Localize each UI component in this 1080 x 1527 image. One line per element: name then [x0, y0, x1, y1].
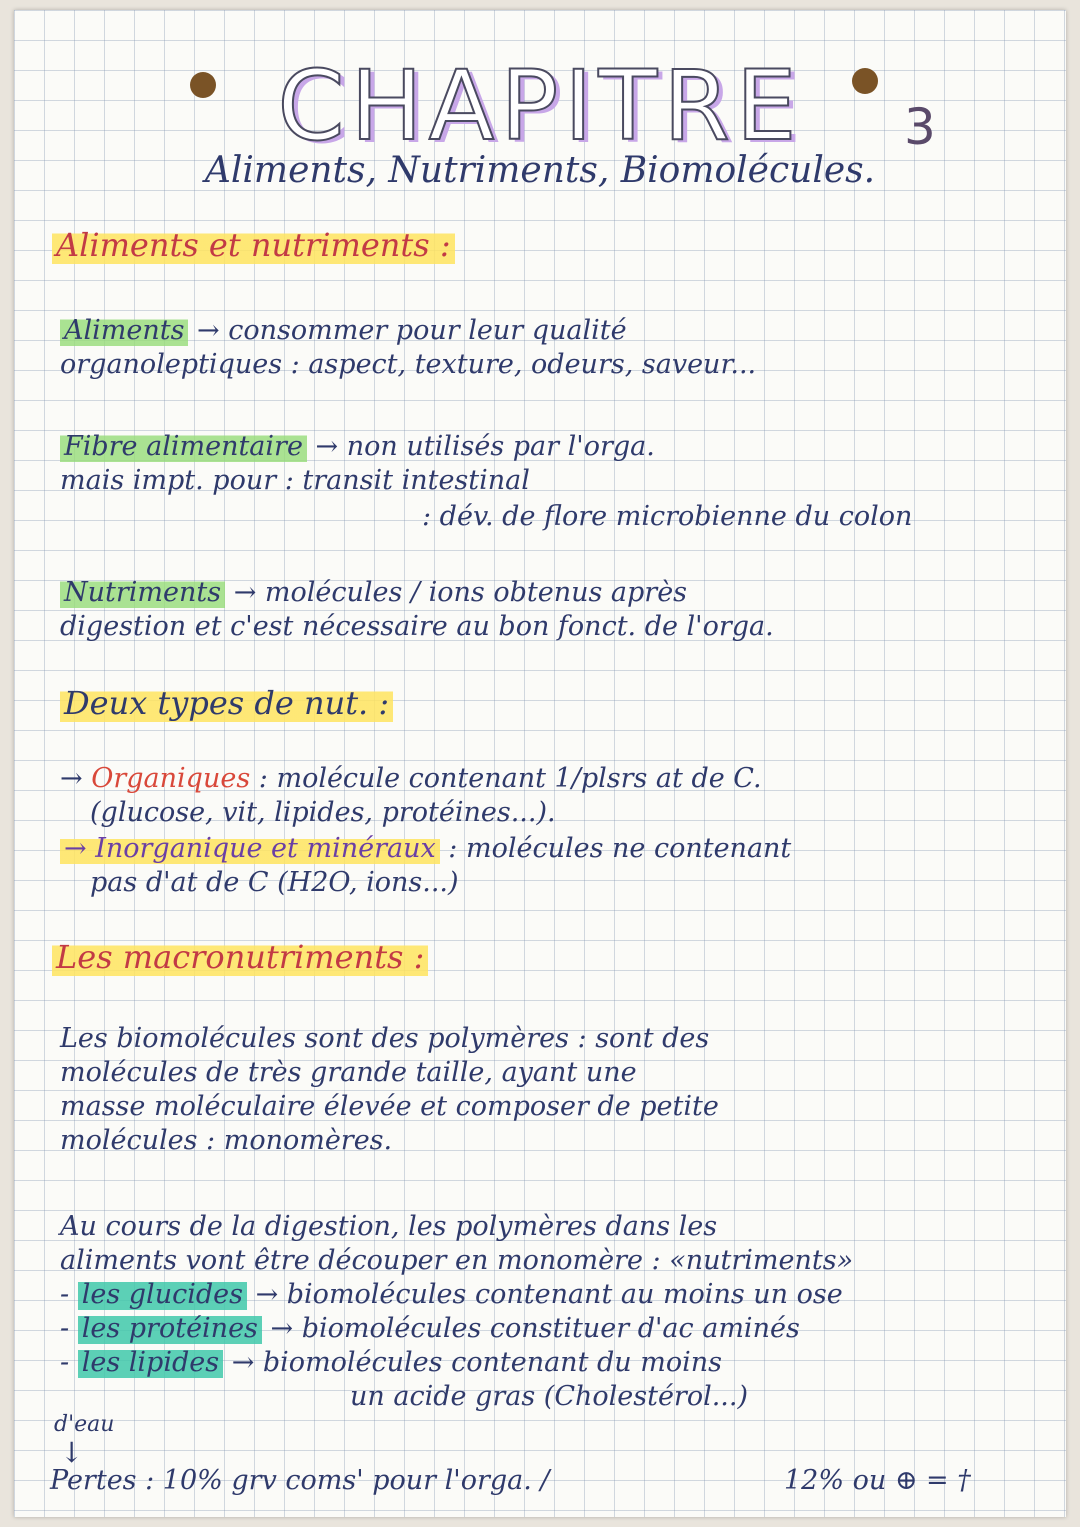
glucides-line	[60, 1278, 843, 1312]
biomol-line-4: molécules : monomères.	[60, 1125, 393, 1156]
nutriments-term: Nutriments	[60, 577, 225, 608]
nutriments-def: → molécules / ions obtenus après	[233, 577, 688, 608]
nutriments-line-2: digestion et c'est nécessaire au bon fonct. de l'orga.	[60, 611, 774, 642]
organiques-arrow: →	[60, 763, 92, 794]
organiques-term: Organiques	[91, 763, 251, 794]
glucides-def: → biomolécules contenant au moins un ose	[255, 1279, 843, 1310]
fibre-line-3: : dév. de flore microbienne du colon	[422, 501, 913, 532]
notebook-page	[14, 10, 1066, 1517]
organiques-def: : molécule contenant 1/plsrs at de C.	[258, 763, 762, 794]
arrow-down-icon: ↓	[60, 1436, 84, 1469]
section-heading-aliments	[52, 228, 455, 262]
lipides-line-2: un acide gras (Cholestérol...)	[350, 1381, 748, 1412]
types-heading	[60, 686, 393, 720]
fibre-def: → non utilisés par l'orga.	[315, 431, 655, 462]
pertes-text: Pertes : 10% grv coms' pour l'orga. /	[50, 1465, 550, 1496]
inorganique-line-1	[60, 832, 791, 866]
lipides-line-1	[60, 1346, 722, 1380]
chapter-subtitle: Aliments, Nutriments, Biomolécules.	[204, 150, 876, 191]
glucides-term: les glucides	[78, 1279, 247, 1310]
nutriments-line-1	[60, 576, 687, 610]
organiques-line-1	[60, 762, 762, 796]
heading-text: Aliments et nutriments :	[52, 226, 455, 264]
chapter-number: 3	[904, 98, 936, 156]
proteines-dash: -	[60, 1313, 78, 1344]
eau-label: d'eau	[54, 1412, 115, 1437]
biomol-line-1: Les biomolécules sont des polymères : sont des	[60, 1023, 710, 1054]
fibre-term: Fibre alimentaire	[60, 431, 307, 462]
pertes-right: 12% ou ⊕ = †	[784, 1465, 971, 1496]
macro-heading-text: Les macronutriments :	[52, 938, 428, 976]
inorganique-term: → Inorganique et minéraux	[60, 833, 440, 864]
digestion-line-2: aliments vont être découper en monomère : «nutriments»	[60, 1245, 854, 1276]
aliments-def: → consommer pour leur qualité	[197, 315, 627, 346]
pertes-line	[50, 1464, 550, 1498]
fibre-line-1	[60, 430, 655, 464]
types-heading-text: Deux types de nut. :	[60, 684, 393, 722]
lipides-dash: -	[60, 1347, 78, 1378]
aliments-line-1	[60, 314, 627, 348]
fibre-line-2: mais impt. pour : transit intestinal	[60, 465, 530, 496]
biomol-line-2: molécules de très grande taille, ayant une	[60, 1057, 637, 1088]
proteines-def: → biomolécules constituer d'ac aminés	[270, 1313, 800, 1344]
inorganique-def: : molécules ne contenant	[448, 833, 792, 864]
lipides-term: les lipides	[78, 1347, 223, 1378]
aliments-line-2: organoleptiques : aspect, texture, odeurs, saveur...	[60, 349, 757, 380]
proteines-term: les protéines	[78, 1313, 262, 1344]
lipides-def: → biomolécules contenant du moins	[231, 1347, 722, 1378]
glucides-dash: -	[60, 1279, 78, 1310]
biomol-line-3: masse moléculaire élevée et composer de petite	[60, 1091, 719, 1122]
proteines-line	[60, 1312, 800, 1346]
chapter-title: CHAPITRE	[277, 50, 803, 162]
aliments-term: Aliments	[60, 315, 188, 346]
digestion-line-1: Au cours de la digestion, les polymères dans les	[60, 1211, 718, 1242]
organiques-line-2: (glucose, vit, lipides, protéines...).	[90, 797, 556, 828]
section-heading-macro	[52, 940, 428, 974]
inorganique-line-2: pas d'at de C (H2O, ions...)	[90, 867, 459, 898]
